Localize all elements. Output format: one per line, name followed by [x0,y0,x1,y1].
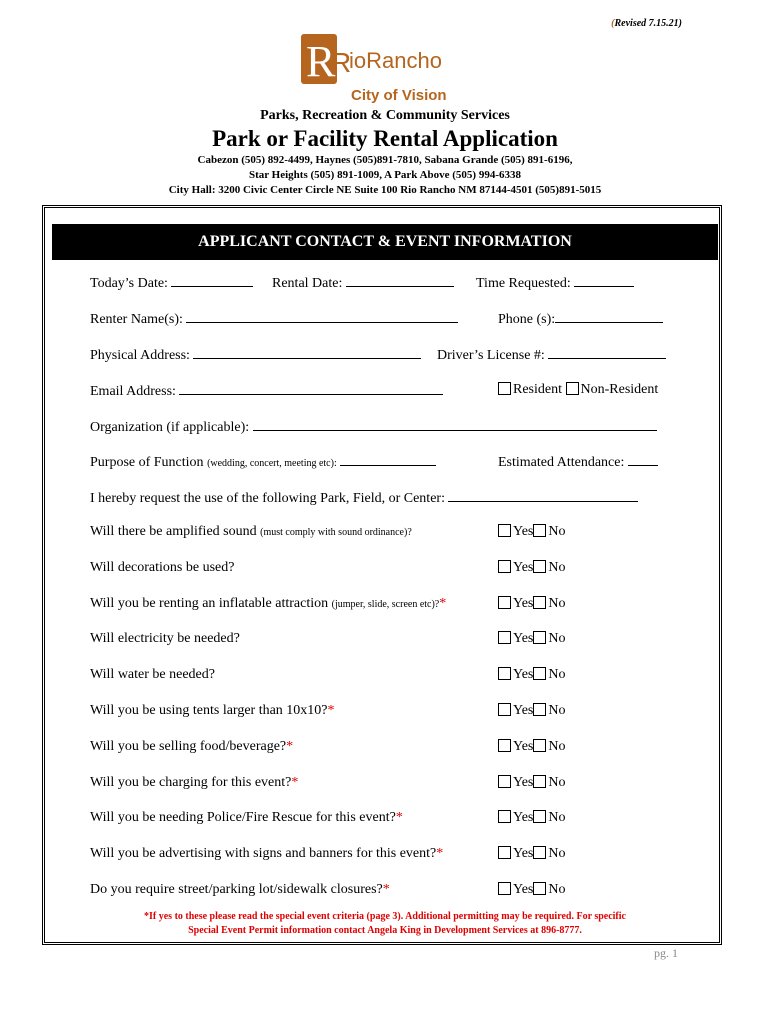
yes-no-options: Yes No [498,810,566,826]
yes-checkbox[interactable] [498,882,511,895]
section-banner: APPLICANT CONTACT & EVENT INFORMATION [52,224,718,260]
no-checkbox[interactable] [533,846,546,859]
rental-date-field[interactable]: Rental Date: [272,274,454,292]
contact-line-1: Cabezon (505) 892-4499, Haynes (505)891-7810, Sabana Grande (505) 891-6196, [197,154,573,166]
question-text: Will you be advertising with signs and banners for this event?* [90,846,444,862]
no-checkbox[interactable] [533,739,546,752]
no-checkbox[interactable] [533,810,546,823]
no-checkbox[interactable] [533,631,546,644]
svg-text:R: R [306,37,336,86]
yes-no-options: Yes No [498,631,566,647]
attendance-field[interactable]: Estimated Attendance: [498,453,658,471]
yes-checkbox[interactable] [498,810,511,823]
question-text: Will you be selling food/beverage?* [90,738,294,754]
yes-no-options: Yes No [498,846,566,862]
page-number: pg. 1 [654,946,678,960]
yes-no-options: Yes No [498,667,566,683]
yes-no-options: Yes No [498,596,566,612]
contact-line-2: Star Heights (505) 891-1009, A Park Above (505) 994-6338 [248,169,522,181]
yes-no-options: Yes No [498,524,566,540]
contact-line-3: City Hall: 3200 Civic Center Circle NE Suite 100 Rio Rancho NM 87144-4501 (505)891-5015 [168,184,602,196]
yes-checkbox[interactable] [498,846,511,859]
resident-checkbox[interactable] [498,382,511,395]
drivers-license-field[interactable]: Driver’s License #: [437,346,666,364]
no-checkbox[interactable] [533,882,546,895]
no-checkbox[interactable] [533,524,546,537]
question-text: Will there be amplified sound (must comply with sound ordinance)? [90,524,412,539]
yes-no-options: Yes No [498,703,566,719]
todays-date-field[interactable]: Today’s Date: [90,274,253,292]
question-text: Will you be using tents larger than 10x10?* [90,703,335,718]
footnote-line-2: Special Event Permit information contact Angela King in Development Services at 896-8777. [188,925,582,936]
yes-checkbox[interactable] [498,667,511,680]
no-checkbox[interactable] [533,703,546,716]
question-text: Will water be needed? [90,667,215,683]
yes-no-options: Yes No [498,775,566,791]
phone-field[interactable]: Phone (s): [498,310,663,328]
yes-checkbox[interactable] [498,560,511,573]
yes-no-options: Yes No [498,560,566,576]
no-checkbox[interactable] [533,667,546,680]
yes-checkbox[interactable] [498,596,511,609]
organization-field[interactable]: Organization (if applicable): [90,418,657,436]
yes-checkbox[interactable] [498,703,511,716]
svg-text:ioRancho: ioRancho [349,48,442,73]
yes-checkbox[interactable] [498,775,511,788]
purpose-field[interactable]: Purpose of Function (wedding, concert, meeting etc): [90,453,436,471]
question-text: Will you be needing Police/Fire Rescue for this event?* [90,810,403,826]
yes-no-options: Yes No [498,882,566,898]
yes-checkbox[interactable] [498,631,511,644]
question-text: Will electricity be needed? [90,631,240,647]
question-text: Will decorations be used? [90,559,235,575]
rio-rancho-logo [295,32,475,104]
svg-text:R: R [331,47,352,78]
question-text: Do you require street/parking lot/sidewalk closures?* [90,882,390,897]
non-resident-checkbox[interactable] [566,382,579,395]
no-checkbox[interactable] [533,560,546,573]
no-checkbox[interactable] [533,775,546,788]
no-checkbox[interactable] [533,596,546,609]
time-requested-field[interactable]: Time Requested: [476,274,634,292]
footnote-line-1: *If yes to these please read the special event criteria (page 3). Additional permitting may be required. For specific [144,911,626,922]
question-text: Will you be charging for this event?* [90,774,299,790]
renter-names-field[interactable]: Renter Name(s): [90,310,458,328]
request-field[interactable]: I hereby request the use of the following Park, Field, or Center: [90,489,638,507]
yes-checkbox[interactable] [498,739,511,752]
question-text: Will you be renting an inflatable attraction (jumper, slide, screen etc)?* [90,595,447,611]
revised-date: (Revised 7.15.21) [611,18,682,29]
form-title: Park or Facility Rental Application [212,126,558,151]
department-name: Parks, Recreation & Community Services [260,108,510,123]
yes-checkbox[interactable] [498,524,511,537]
yes-no-options: Yes No [498,739,566,755]
physical-address-field[interactable]: Physical Address: [90,346,421,364]
svg-text:City of Vision: City of Vision [351,87,447,104]
residency-options: Resident Non-Resident [498,382,658,398]
email-address-field[interactable]: Email Address: [90,382,443,400]
